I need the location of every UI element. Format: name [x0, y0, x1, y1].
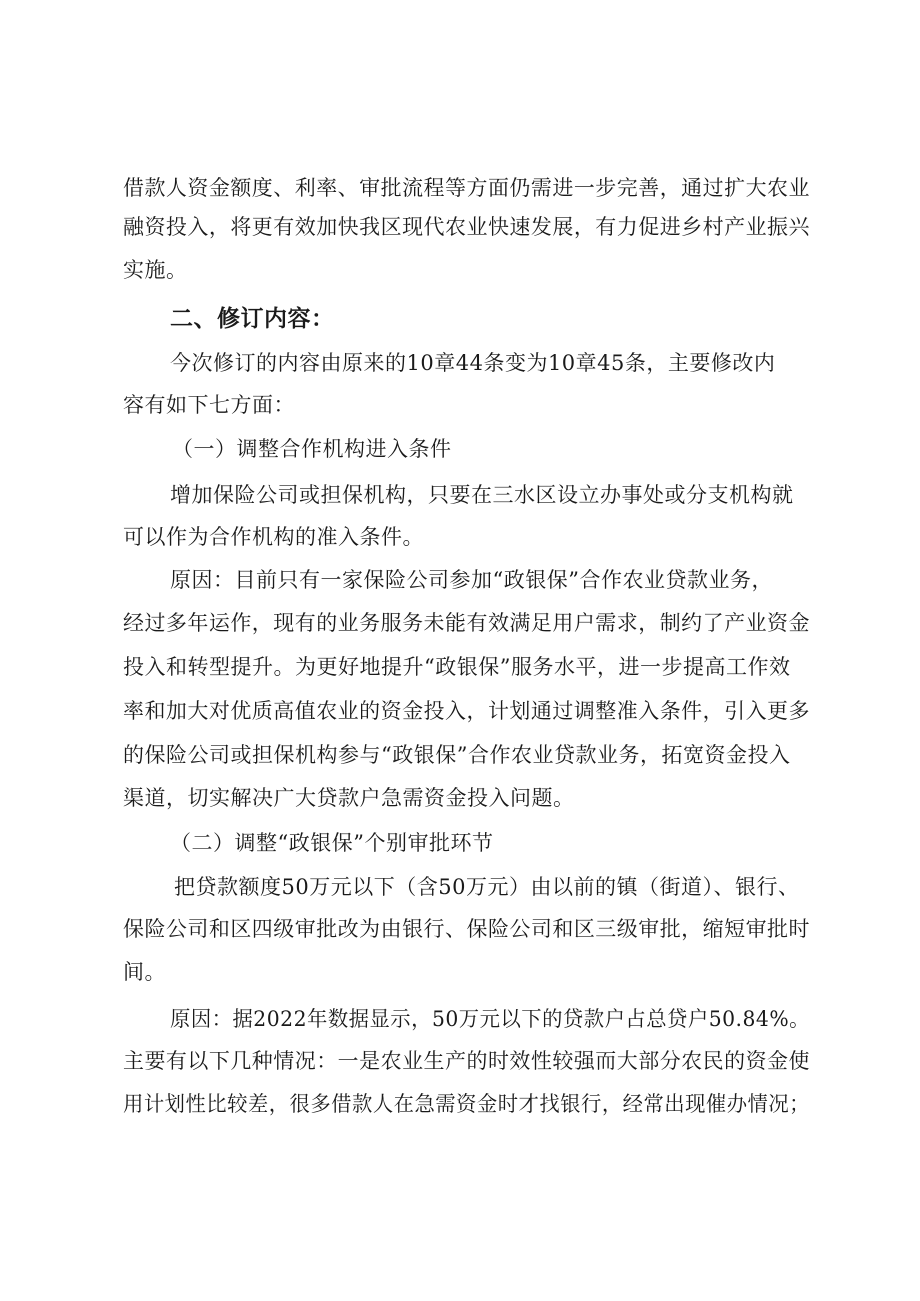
section-heading: 二、修订内容：: [170, 306, 335, 332]
paragraph-line: 经过多年运作，现有的业务服务未能有效满足用户需求，制约了产业资金: [123, 611, 810, 635]
paragraph-line: 渠道，切实解决广大贷款户急需资金投入问题。: [123, 786, 575, 810]
paragraph-line: 用计划性比较差，很多借款人在急需资金时才找银行，经常出现催办情况；: [123, 1092, 810, 1116]
paragraph-line: 主要有以下几种情况：一是农业生产的时效性较强而大部分农民的资金使: [123, 1049, 810, 1073]
subsection-heading: （一）调整合作机构进入条件: [172, 437, 452, 461]
paragraph-line: 间。: [123, 960, 166, 984]
paragraph-line: 今次修订的内容由原来的10章44条变为10章45条，主要修改内: [170, 351, 776, 375]
paragraph-line: 增加保险公司或担保机构，只要在三水区设立办事处或分支机构就: [170, 483, 794, 507]
subsection-heading: （二）调整“政银保”个别审批环节: [170, 831, 494, 855]
paragraph-line: 原因：目前只有一家保险公司参加“政银保”合作农业贷款业务，: [170, 568, 773, 592]
paragraph-line: 原因：据2022年数据显示，50万元以下的贷款户占总贷户50.84%。: [170, 1007, 810, 1031]
paragraph-line: 容有如下七方面：: [123, 393, 295, 417]
paragraph-line: 投入和转型提升。为更好地提升“政银保”服务水平，进一步提高工作效: [123, 655, 791, 679]
paragraph-line: 率和加大对优质高值农业的资金投入，计划通过调整准入条件，引入更多: [123, 699, 810, 723]
paragraph-line: 融资投入，将更有效加快我区现代农业快速发展，有力促进乡村产业振兴: [123, 215, 810, 239]
paragraph-line: 保险公司和区四级审批改为由银行、保险公司和区三级审批，缩短审批时: [123, 917, 810, 941]
paragraph-line: 把贷款额度50万元以下（含50万元）由以前的镇（街道）、银行、: [174, 875, 800, 899]
paragraph-line: 可以作为合作机构的准入条件。: [123, 525, 424, 549]
paragraph-line: 的保险公司或担保机构参与“政银保”合作农业贷款业务，拓宽资金投入: [123, 743, 791, 767]
paragraph-line: 借款人资金额度、利率、审批流程等方面仍需进一步完善，通过扩大农业: [123, 176, 810, 200]
paragraph-line: 实施。: [123, 258, 188, 282]
